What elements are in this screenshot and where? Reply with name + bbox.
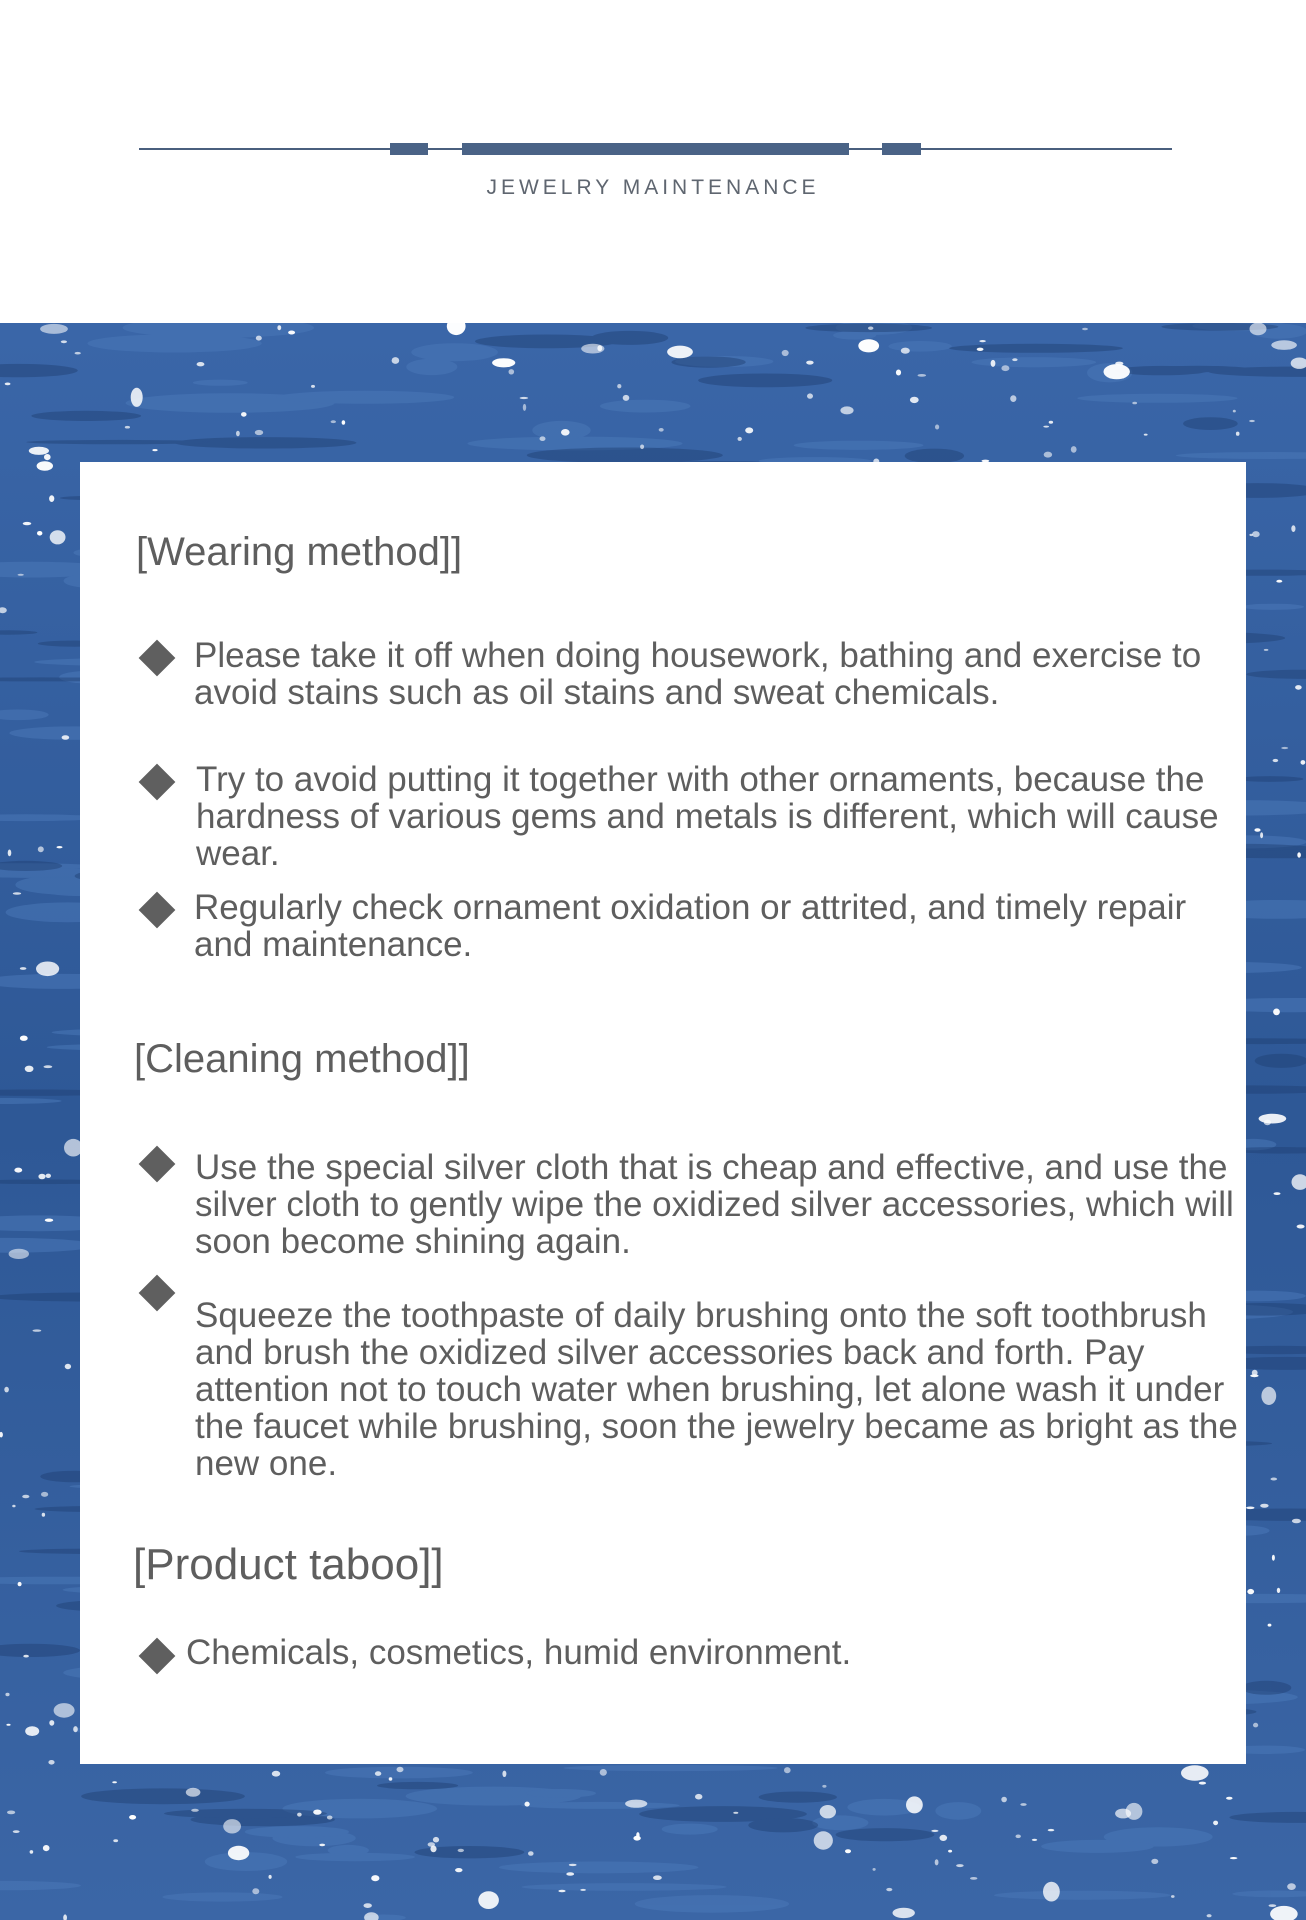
water-sparkle — [33, 1329, 42, 1331]
water-sparkle — [297, 1813, 302, 1817]
water-sparkle — [1281, 747, 1288, 749]
water-sparkle — [152, 449, 157, 451]
water-sparkle — [228, 1846, 249, 1860]
water-sparkle — [633, 1836, 640, 1841]
water-sparkle — [1249, 420, 1255, 422]
water-sparkle — [131, 388, 143, 407]
water-sparkle — [392, 357, 400, 364]
water-sparkle — [478, 1891, 499, 1909]
water-sparkle — [45, 1219, 53, 1222]
water-sparkle — [269, 1875, 272, 1879]
water-sparkle — [1049, 421, 1053, 424]
water-shadow — [672, 357, 746, 368]
water-ripple — [276, 391, 454, 404]
water-sparkle — [733, 1812, 738, 1814]
water-shadow — [698, 374, 832, 388]
water-sparkle — [1272, 1555, 1275, 1561]
water-sparkle — [822, 1785, 826, 1788]
water-shadow — [377, 1782, 458, 1789]
section-title-wearing: [Wearing method]] — [136, 530, 463, 574]
water-sparkle — [1295, 685, 1302, 690]
water-sparkle — [1236, 432, 1240, 436]
cleaning-item-1: Use the special silver cloth that is cheap and effective, and use the silver cloth to gently wipe the oxidized silver accessories, which will soon become shining again. — [195, 1148, 1234, 1261]
water-sparkle — [5, 383, 11, 386]
water-sparkle — [566, 1872, 574, 1876]
header-accent-right — [882, 143, 921, 155]
water-sparkle — [46, 1174, 51, 1178]
diamond-bullet-icon — [139, 1275, 176, 1312]
water-sparkle — [979, 340, 986, 342]
water-sparkle — [659, 428, 664, 432]
water-sparkle — [14, 1168, 22, 1173]
wearing-item-1: Please take it off when doing housework, bathing and exercise to avoid stains such as oil stains and sweat chemicals. — [194, 636, 1202, 712]
water-sparkle — [1012, 358, 1017, 361]
water-sparkle — [23, 1655, 29, 1658]
water-shadow — [1241, 846, 1298, 851]
water-sparkle — [327, 1816, 333, 1820]
water-sparkle — [1254, 828, 1260, 832]
water-ripple — [406, 359, 457, 375]
water-shadow — [26, 440, 210, 444]
water-ripple — [600, 400, 690, 413]
water-sparkle — [1250, 323, 1267, 335]
water-sparkle — [1246, 1507, 1254, 1510]
water-sparkle — [331, 420, 336, 423]
water-sparkle — [1043, 1882, 1060, 1902]
water-sparkle — [13, 1830, 20, 1833]
section-title-taboo: [Product taboo]] — [133, 1540, 444, 1589]
water-sparkle — [375, 1771, 381, 1776]
water-sparkle — [991, 360, 996, 367]
water-shadow — [949, 344, 1123, 353]
water-sparkle — [940, 1835, 948, 1841]
water-sparkle — [1044, 452, 1052, 458]
water-sparkle — [695, 1794, 702, 1800]
water-ripple — [662, 1824, 718, 1835]
water-sparkle — [528, 1851, 534, 1856]
water-sparkle — [252, 1888, 259, 1894]
page-title: JEWELRY MAINTENANCE — [486, 176, 820, 199]
water-sparkle — [7, 1811, 15, 1815]
water-ripple — [162, 1892, 282, 1901]
water-ripple — [564, 1765, 778, 1771]
water-sparkle — [62, 735, 70, 740]
water-sparkle — [4, 1387, 9, 1393]
water-sparkle — [1253, 1723, 1258, 1728]
water-sparkle — [625, 1800, 647, 1808]
water-sparkle — [1271, 1478, 1278, 1481]
header — [0, 0, 1306, 323]
water-sparkle — [342, 420, 346, 425]
water-sparkle — [1291, 525, 1295, 532]
water-sparkle — [868, 327, 873, 330]
water-sparkle — [49, 495, 54, 502]
water-sparkle — [1268, 1624, 1272, 1627]
water-sparkle — [1020, 1803, 1026, 1806]
water-sparkle — [1274, 1192, 1281, 1195]
water-sparkle — [43, 1845, 50, 1851]
water-sparkle — [970, 1877, 977, 1880]
water-sparkle — [255, 430, 263, 435]
water-shadow — [31, 411, 141, 421]
water-sparkle — [1276, 580, 1282, 583]
water-sparkle — [1230, 1857, 1238, 1859]
water-shadow — [1236, 776, 1303, 782]
water-sparkle — [18, 574, 24, 576]
water-sparkle — [948, 1850, 952, 1853]
water-sparkle — [1104, 364, 1130, 379]
water-sparkle — [1292, 1519, 1301, 1524]
water-sparkle — [1010, 395, 1016, 402]
water-sparkle — [1071, 446, 1077, 453]
water-sparkle — [617, 384, 621, 388]
water-sparkle — [667, 346, 693, 359]
water-sparkle — [288, 331, 295, 335]
water-sparkle — [1252, 531, 1260, 537]
water-sparkle — [25, 1066, 34, 1072]
water-sparkle — [782, 350, 789, 356]
water-ripple — [521, 1802, 680, 1809]
water-sparkle — [1269, 1904, 1277, 1907]
water-sparkle — [1181, 1765, 1209, 1780]
diamond-bullet-icon — [139, 764, 176, 801]
water-sparkle — [1277, 1588, 1280, 1593]
water-ripple — [1242, 604, 1304, 610]
water-sparkle — [1261, 1387, 1276, 1405]
water-sparkle — [44, 1065, 53, 1068]
water-sparkle — [901, 348, 910, 354]
water-sparkle — [44, 454, 51, 460]
water-sparkle — [502, 1771, 506, 1777]
water-sparkle — [37, 461, 53, 470]
water-sparkle — [910, 397, 919, 403]
water-sparkle — [1199, 1782, 1206, 1785]
water-sparkle — [523, 404, 526, 411]
water-sparkle — [1226, 1797, 1232, 1800]
cleaning-item-2: Squeeze the toothpaste of daily brushing onto the soft toothbrush and brush the oxidized silver accessories back and forth. Pay attention not to touch water when brushing, let alone wash it under the faucet while brushing, soon the jewelry became as bright as the new one. — [195, 1296, 1238, 1483]
water-sparkle — [1151, 1859, 1158, 1864]
water-sparkle — [935, 425, 939, 430]
water-ripple — [635, 1895, 789, 1913]
water-sparkle — [9, 1249, 29, 1259]
water-sparkle — [42, 1513, 45, 1517]
water-shadow — [759, 1792, 837, 1803]
water-sparkle — [1301, 760, 1306, 765]
water-sparkle — [1233, 410, 1236, 413]
water-sparkle — [1001, 1797, 1007, 1803]
water-sparkle — [653, 1875, 662, 1880]
water-sparkle — [1287, 1883, 1296, 1890]
water-ripple — [794, 441, 924, 450]
water-sparkle — [191, 1809, 199, 1812]
water-sparkle — [1043, 426, 1049, 428]
water-shadow — [81, 1788, 245, 1804]
water-sparkle — [197, 362, 205, 366]
water-ripple — [888, 341, 951, 352]
water-shadow — [748, 1818, 818, 1832]
water-sparkle — [186, 1788, 201, 1797]
water-sparkle — [1264, 649, 1269, 651]
water-ripple — [972, 357, 1097, 367]
water-sparkle — [906, 1796, 923, 1813]
water-sparkle — [75, 352, 81, 355]
water-sparkle — [807, 393, 813, 398]
water-sparkle — [1115, 1809, 1131, 1819]
water-sparkle — [36, 962, 59, 977]
water-sparkle — [54, 1703, 75, 1718]
wearing-item-3: Regularly check ornament oxidation or attrited, and timely repair and maintenance. — [194, 888, 1187, 964]
water-shadow — [164, 1809, 327, 1818]
water-sparkle — [509, 369, 515, 374]
water-shadow — [1183, 417, 1238, 430]
water-ripple — [526, 1789, 596, 1798]
water-sparkle — [1001, 365, 1009, 371]
water-sparkle — [38, 1174, 45, 1180]
water-sparkle — [12, 1505, 15, 1508]
water-sparkle — [1171, 1895, 1175, 1898]
water-shadow — [527, 448, 723, 463]
water-sparkle — [1249, 534, 1253, 536]
water-sparkle — [580, 1889, 586, 1891]
header-accent-left — [390, 143, 428, 155]
water-sparkle — [8, 850, 12, 857]
water-sparkle — [50, 530, 66, 544]
water-sparkle — [1259, 1114, 1287, 1124]
water-shadow — [1241, 1681, 1291, 1695]
water-sparkle — [256, 336, 262, 341]
water-sparkle — [1273, 1009, 1280, 1016]
water-sparkle — [893, 1908, 915, 1918]
water-ripple — [812, 1815, 868, 1830]
water-sparkle — [886, 1888, 892, 1891]
water-sparkle — [433, 1837, 439, 1843]
water-sparkle — [918, 374, 927, 377]
water-sparkle — [1250, 1374, 1258, 1377]
water-sparkle — [389, 1777, 393, 1780]
water-sparkle — [5, 1693, 9, 1696]
water-sparkle — [640, 445, 644, 450]
water-ripple — [411, 343, 498, 361]
water-sparkle — [311, 385, 315, 388]
water-sparkle — [236, 431, 240, 437]
water-sparkle — [20, 967, 27, 970]
water-sparkle — [569, 1864, 577, 1866]
water-sparkle — [41, 1492, 48, 1497]
water-ripple — [499, 1862, 698, 1874]
water-sparkle — [48, 1760, 54, 1765]
water-shadow — [905, 449, 964, 464]
water-sparkle — [455, 1868, 462, 1872]
water-sparkle — [623, 395, 630, 401]
water-sparkle — [525, 1802, 530, 1807]
water-sparkle — [371, 1875, 379, 1881]
water-ripple — [193, 380, 248, 386]
diamond-bullet-icon — [139, 1638, 176, 1675]
water-sparkle — [25, 1726, 39, 1736]
water-sparkle — [241, 412, 247, 417]
water-sparkle — [61, 340, 67, 343]
water-sparkle — [113, 1839, 118, 1842]
water-sparkle — [22, 1495, 29, 1499]
water-sparkle — [49, 1720, 54, 1726]
water-sparkle — [520, 397, 529, 399]
water-sparkle — [65, 1364, 71, 1369]
water-sparkle — [738, 437, 742, 441]
water-sparkle — [935, 1859, 939, 1865]
water-sparkle — [581, 344, 604, 354]
water-sparkle — [814, 1831, 833, 1849]
water-sparkle — [364, 1903, 372, 1908]
water-sparkle — [1260, 1504, 1268, 1508]
water-sparkle — [57, 846, 63, 848]
water-sparkle — [600, 1769, 607, 1776]
diamond-bullet-icon — [139, 640, 176, 677]
water-sparkle — [561, 429, 570, 436]
water-sparkle — [73, 1726, 78, 1732]
water-sparkle — [38, 846, 44, 852]
water-sparkle — [1213, 1821, 1218, 1826]
water-ripple — [245, 1826, 349, 1838]
water-ripple — [1041, 1840, 1154, 1853]
diamond-bullet-icon — [139, 1146, 176, 1183]
water-sparkle — [820, 1805, 836, 1818]
water-shadow — [1255, 1054, 1306, 1068]
water-sparkle — [806, 361, 813, 365]
water-ripple — [87, 334, 261, 352]
water-sparkle — [397, 1767, 404, 1772]
water-sparkle — [1297, 1225, 1305, 1229]
water-ripple — [935, 1802, 981, 1820]
water-sparkle — [1144, 434, 1148, 436]
water-sparkle — [873, 1868, 876, 1871]
water-sparkle — [845, 1849, 851, 1853]
water-sparkle — [1016, 1835, 1021, 1839]
water-sparkle — [1048, 1829, 1054, 1831]
water-sparkle — [784, 1767, 791, 1773]
water-sparkle — [23, 522, 31, 525]
water-sparkle — [1264, 1120, 1271, 1126]
diamond-bullet-icon — [139, 892, 176, 929]
water-sparkle — [1273, 759, 1279, 762]
water-sparkle — [956, 1864, 963, 1867]
water-sparkle — [1297, 852, 1301, 857]
water-ripple — [522, 1883, 727, 1891]
wearing-item-2: Try to avoid putting it together with other ornaments, because the hardness of various gems and metals is different, which will cause wear. — [196, 760, 1219, 873]
water-sparkle — [223, 1819, 241, 1833]
water-sparkle — [931, 1830, 938, 1832]
water-sparkle — [458, 1849, 464, 1852]
water-sparkle — [37, 531, 42, 536]
water-sparkle — [977, 348, 984, 351]
water-ripple — [295, 1853, 415, 1861]
water-sparkle — [840, 406, 853, 414]
water-sparkle — [1207, 1914, 1212, 1917]
water-sparkle — [1271, 340, 1297, 350]
water-sparkle — [558, 1890, 565, 1892]
water-sparkle — [1132, 402, 1137, 405]
maintenance-card — [80, 462, 1246, 1764]
water-sparkle — [540, 436, 546, 441]
water-sparkle — [1247, 1589, 1254, 1594]
water-sparkle — [272, 1771, 280, 1777]
water-ripple — [994, 1891, 1171, 1900]
water-sparkle — [40, 324, 68, 334]
water-sparkle — [13, 892, 21, 895]
water-sparkle — [129, 1815, 136, 1820]
water-sparkle — [20, 1036, 28, 1041]
water-sparkle — [858, 339, 879, 352]
water-sparkle — [492, 358, 515, 367]
water-sparkle — [313, 1810, 321, 1815]
section-title-cleaning: [Cleaning method]] — [134, 1037, 470, 1081]
water-shadow — [836, 1828, 935, 1841]
water-sparkle — [430, 1846, 436, 1853]
water-ripple — [1077, 394, 1237, 403]
water-sparkle — [896, 370, 901, 376]
water-sparkle — [30, 1850, 34, 1854]
taboo-item-1: Chemicals, cosmetics, humid environment. — [186, 1633, 852, 1672]
water-sparkle — [1082, 328, 1088, 331]
water-sparkle — [1032, 1839, 1037, 1841]
water-sparkle — [18, 1582, 22, 1586]
water-sparkle — [1260, 832, 1263, 838]
water-sparkle — [29, 447, 49, 455]
header-accent-center — [462, 143, 849, 155]
water-sparkle — [6, 1724, 10, 1726]
water-sparkle — [319, 1844, 325, 1847]
water-shadow — [591, 331, 668, 345]
water-sparkle — [277, 325, 281, 330]
water-sparkle — [112, 1781, 117, 1783]
water-sparkle — [745, 427, 753, 433]
water-sparkle — [125, 426, 130, 429]
